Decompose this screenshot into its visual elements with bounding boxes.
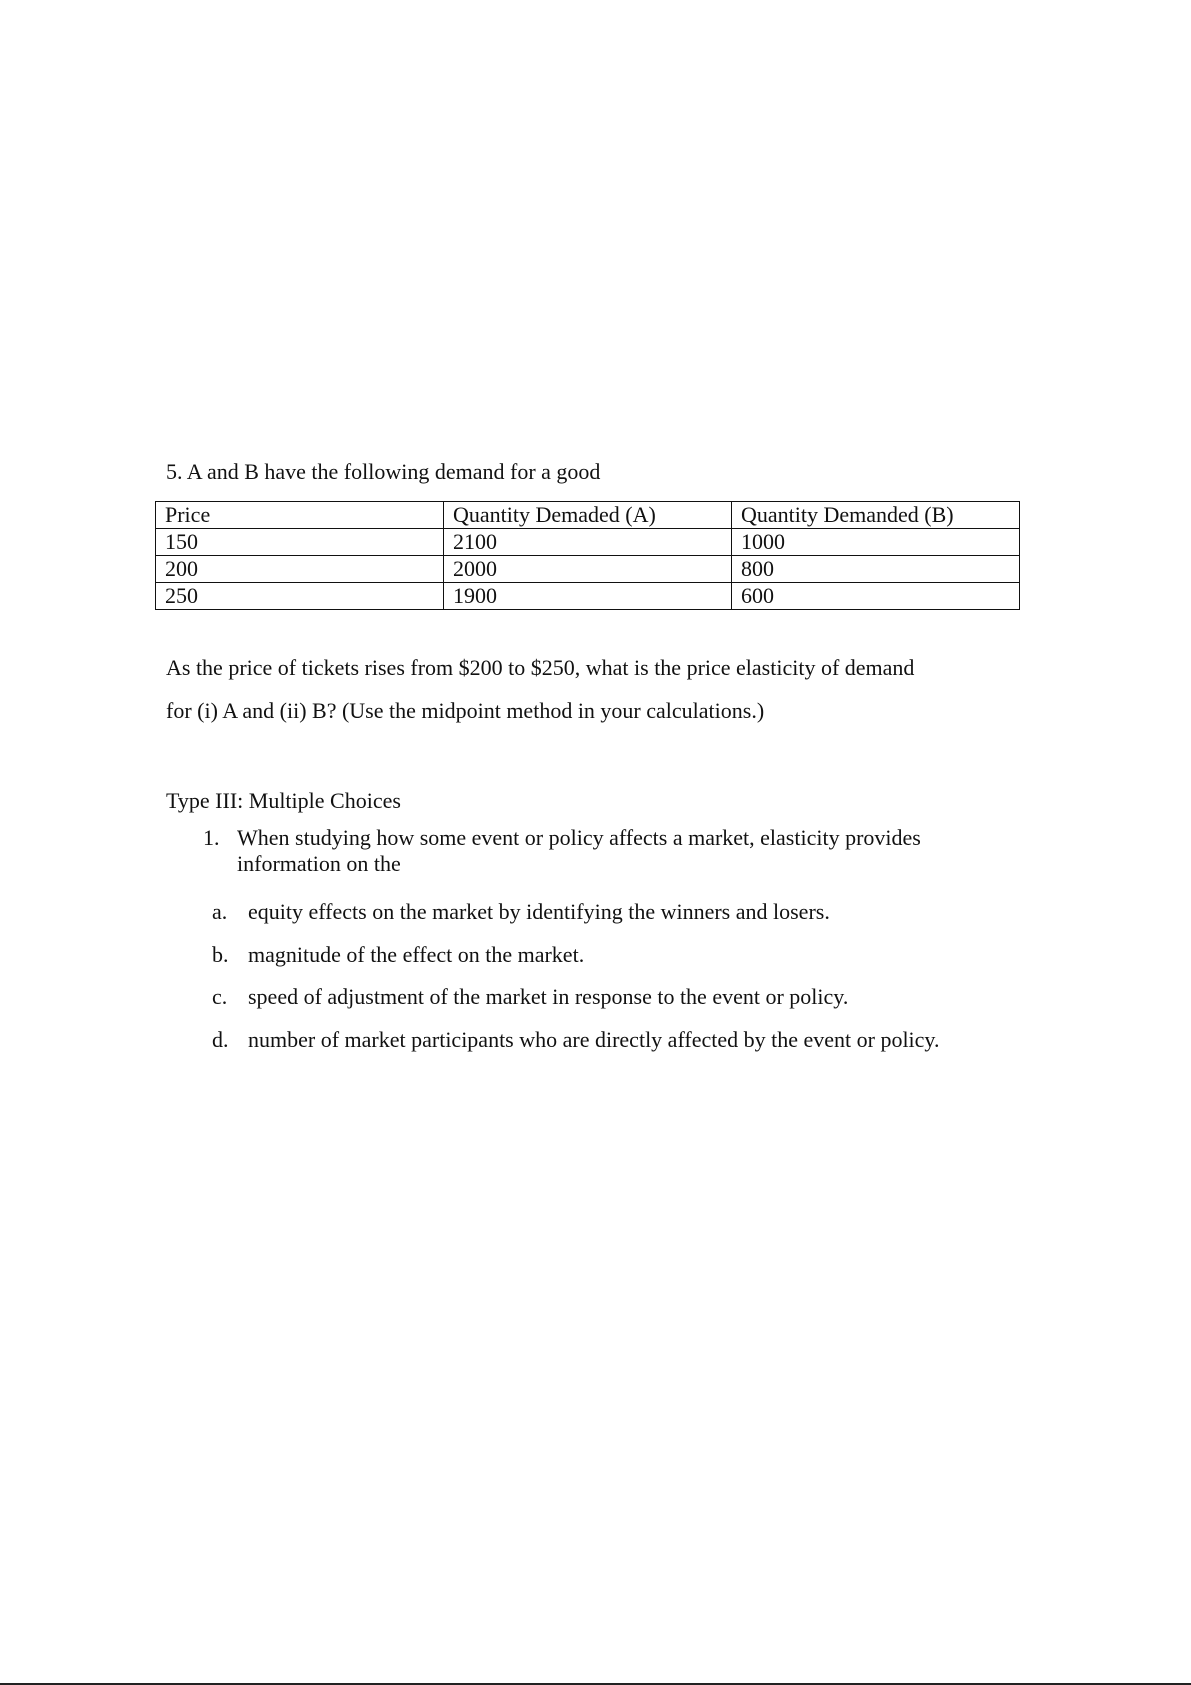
option-text: speed of adjustment of the market in response to the event or policy. <box>248 984 849 1009</box>
table-cell: 200 <box>156 556 444 583</box>
question-5-title: 5. A and B have the following demand for a good <box>166 459 601 484</box>
mc-option-a <box>212 898 830 926</box>
mc-question-text-line-1: When studying how some event or policy affects a market, elasticity provides <box>237 825 921 850</box>
table-header-row <box>156 502 1020 529</box>
mc-option-b <box>212 941 584 969</box>
mc-question-number: 1. <box>203 825 220 850</box>
option-letter: b. <box>212 942 229 967</box>
mc-question-text-line-2: information on the <box>237 851 401 876</box>
table-cell: 2100 <box>444 529 732 556</box>
table-cell: 150 <box>156 529 444 556</box>
table-header-cell: Quantity Demanded (B) <box>732 502 1020 529</box>
question-5-prompt-line-1: As the price of tickets rises from $200 to $250, what is the price elasticity of demand <box>166 655 915 680</box>
mc-option-d <box>212 1026 940 1054</box>
table-cell: 800 <box>732 556 1020 583</box>
option-text: equity effects on the market by identifying the winners and losers. <box>248 899 830 924</box>
option-letter: a. <box>212 899 228 924</box>
option-letter: d. <box>212 1027 229 1052</box>
demand-table <box>155 501 1020 610</box>
table-row <box>156 529 1020 556</box>
question-5-prompt-line-2: for (i) A and (ii) B? (Use the midpoint method in your calculations.) <box>166 698 765 723</box>
option-text: magnitude of the effect on the market. <box>248 942 585 967</box>
option-letter: c. <box>212 984 228 1009</box>
table-cell: 600 <box>732 583 1020 610</box>
table-cell: 1900 <box>444 583 732 610</box>
table-cell: 2000 <box>444 556 732 583</box>
table-header-cell: Quantity Demaded (A) <box>444 502 732 529</box>
table-cell: 1000 <box>732 529 1020 556</box>
table-header-cell: Price <box>156 502 444 529</box>
mc-option-c <box>212 983 848 1011</box>
table-cell: 250 <box>156 583 444 610</box>
section-heading: Type III: Multiple Choices <box>166 788 401 813</box>
table-row <box>156 556 1020 583</box>
option-text: number of market participants who are directly affected by the event or policy. <box>248 1027 940 1052</box>
table-row <box>156 583 1020 610</box>
